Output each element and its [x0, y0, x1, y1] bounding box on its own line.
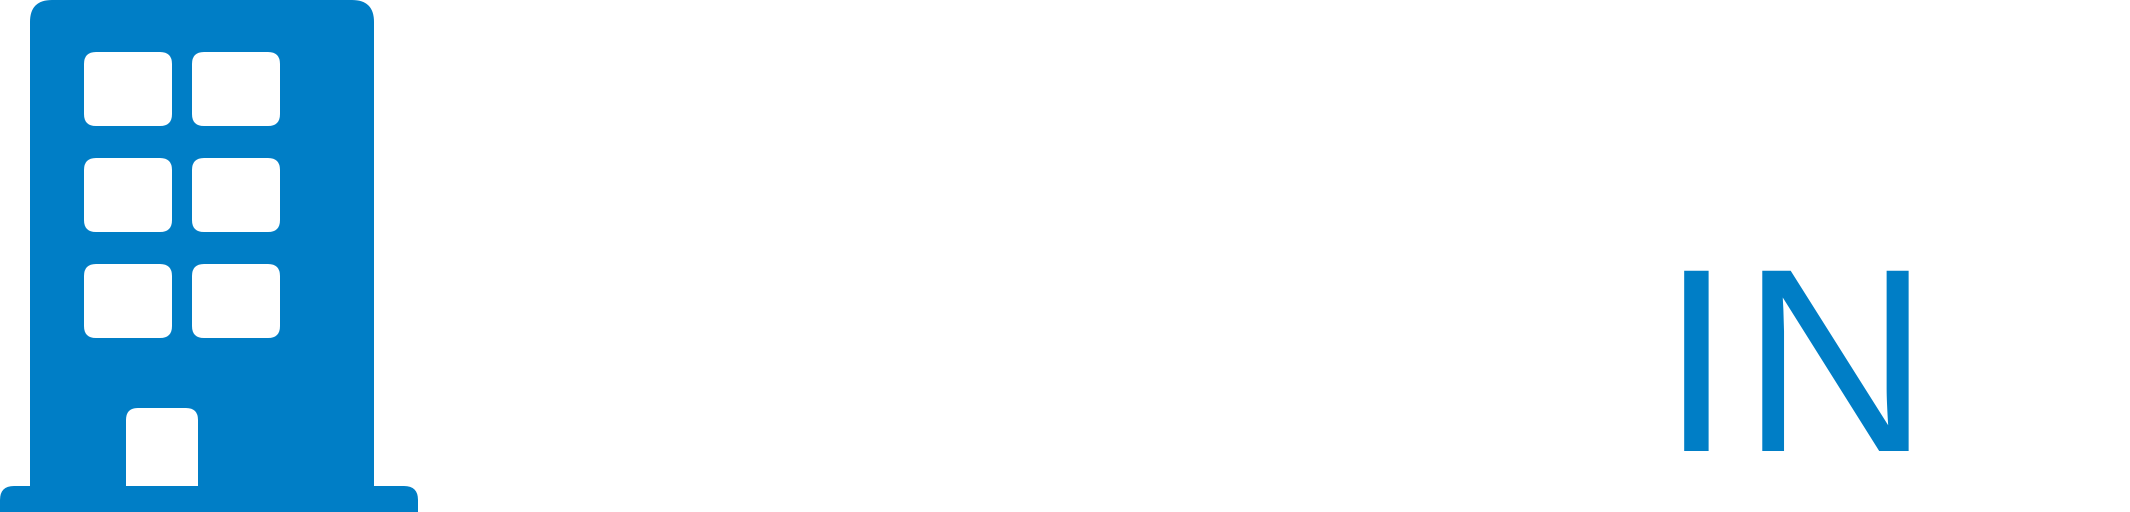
logo-text: IN	[1660, 214, 1938, 507]
office-building-icon	[0, 0, 420, 512]
building-body	[0, 0, 418, 512]
